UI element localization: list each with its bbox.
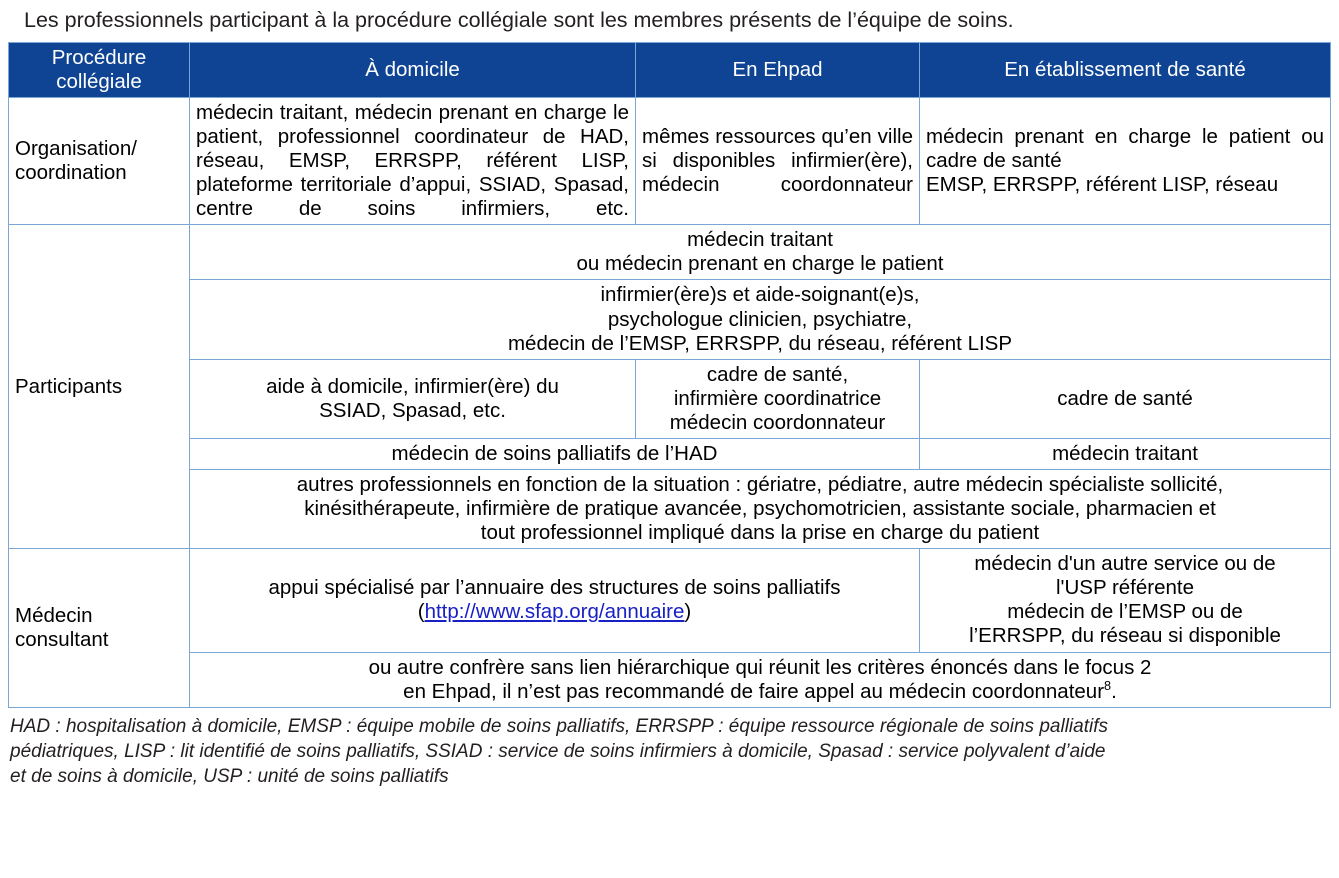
footnote-marker-8: 8 xyxy=(1104,677,1112,693)
cell-participants-equipe-line1: infirmier(ère)s et aide-soignant(e)s, xyxy=(600,283,920,307)
cell-participants-palliatifs-had: médecin de soins palliatifs de l’HAD xyxy=(190,438,920,469)
cell-participants-domicile-line1: aide à domicile, infirmier(ère) du xyxy=(266,374,559,398)
table-row-medecin-consultant-1 xyxy=(9,549,1331,652)
cell-participants-equipe-line2: psychologue clinicien, psychiatre, xyxy=(607,307,913,331)
table-row-organisation xyxy=(9,97,1331,224)
paren-open: ( xyxy=(417,600,425,624)
rowlabel-organisation-coordination xyxy=(9,97,190,224)
rowlabel-participants: Participants xyxy=(9,225,190,549)
cell-participants-domicile xyxy=(190,359,636,438)
cell-participants-etablissement: cadre de santé xyxy=(920,359,1331,438)
header-a-domicile: À domicile xyxy=(190,42,636,97)
intro-paragraph: Les professionnels participant à la procédure collégiale sont les membres présents de l’équipe de soins. xyxy=(24,8,1014,32)
cell-medecin-consultant-etab-line4: l’ERRSPP, du réseau si disponible xyxy=(969,624,1281,648)
table-row-participants-5 xyxy=(9,469,1331,548)
cell-medecin-consultant-confrere-line2 xyxy=(196,677,1324,704)
rowlabel-organisation-line1: Organisation/ xyxy=(15,136,137,160)
cell-medecin-consultant-appui-line1: appui spécialisé par l’annuaire des structures de soins palliatifs xyxy=(268,576,841,600)
cell-participants-autres-line1: autres professionnels en fonction de la situation : gériatre, pédiatre, autre médecin spécialiste sollicité, xyxy=(296,472,1224,496)
confrere-line2-text: en Ehpad, il n’est pas recommandé de faire appel au médecin coordonnateur xyxy=(403,679,1105,703)
table-row-participants-3 xyxy=(9,359,1331,438)
table-header-row xyxy=(9,42,1331,97)
cell-participants-ehpad-line3: médecin coordonnateur xyxy=(669,410,886,434)
cell-medecin-consultant-appui xyxy=(190,549,920,652)
cell-participants-equipe xyxy=(190,280,1331,359)
cell-participants-medecin-traitant-line2: ou médecin prenant en charge le patient xyxy=(576,252,944,276)
cell-participants-autres-line2: kinésithérapeute, infirmière de pratique avancée, psychomotricien, assistante sociale, pharmacien et xyxy=(304,497,1216,521)
cell-participants-medecin-traitant xyxy=(190,225,1331,280)
rowlabel-medecin-consultant-line2: consultant xyxy=(15,627,109,651)
header-procedure-collegiale xyxy=(9,42,190,97)
cell-medecin-consultant-confrere xyxy=(190,652,1331,707)
cell-medecin-consultant-etab-line1: médecin d'un autre service ou de xyxy=(974,552,1276,576)
header-en-ehpad: En Ehpad xyxy=(636,42,920,97)
legend-abbreviations xyxy=(0,708,1339,789)
cell-participants-ehpad-line1: cadre de santé, xyxy=(706,362,849,386)
cell-medecin-consultant-etablissement xyxy=(920,549,1331,652)
cell-participants-ehpad-line2: infirmière coordinatrice xyxy=(673,386,882,410)
table-row-participants-1 xyxy=(9,225,1331,280)
cell-organisation-etablissement xyxy=(920,97,1331,224)
cell-participants-autres xyxy=(190,469,1331,548)
procedure-collegiale-table xyxy=(8,42,1331,708)
cell-medecin-consultant-appui-line2 xyxy=(196,600,913,624)
table-header xyxy=(9,42,1331,97)
header-procedure-line1: Procédure xyxy=(51,45,147,69)
table-body xyxy=(9,97,1331,707)
legend-line2: pédiatriques, LISP : lit identifié de soins palliatifs, SSIAD : service de soins infirmiers à domicile, Spasad : service polyvalent d’aide xyxy=(10,740,1106,762)
legend-line1: HAD : hospitalisation à domicile, EMSP : équipe mobile de soins palliatifs, ERRSPP : équipe ressource régionale de soins palliatifs xyxy=(10,715,1108,737)
cell-organisation-domicile: médecin traitant, médecin prenant en charge le patient, professionnel coordinateur de HAD, réseau, EMSP, ERRSPP, référent LISP, plateforme territoriale d’appui, SSIAD, Spasad, centre de soins infirmiers, etc. xyxy=(190,97,636,224)
cell-participants-medecin-traitant-etab: médecin traitant xyxy=(920,438,1331,469)
cell-organisation-etablissement-line1: médecin prenant en charge le patient ou cadre de santé xyxy=(926,124,1324,173)
header-procedure-line2: collégiale xyxy=(56,69,142,93)
sfap-annuaire-link[interactable]: http://www.sfap.org/annuaire xyxy=(424,600,685,624)
cell-organisation-ehpad: mêmes ressources qu’en ville si disponibles infirmier(ère), médecin coordonnateur xyxy=(636,97,920,224)
cell-organisation-etablissement-line2: EMSP, ERRSPP, référent LISP, réseau xyxy=(926,173,1279,197)
rowlabel-organisation-line2: coordination xyxy=(15,161,127,185)
rowlabel-medecin-consultant-line1: Médecin xyxy=(15,603,93,627)
paren-close: ) xyxy=(684,600,692,624)
rowlabel-medecin-consultant xyxy=(9,549,190,707)
table-row-medecin-consultant-2 xyxy=(9,652,1331,707)
cell-medecin-consultant-etab-line3: médecin de l’EMSP ou de xyxy=(1007,600,1243,624)
cell-participants-medecin-traitant-line1: médecin traitant xyxy=(687,228,833,252)
cell-participants-autres-line3: tout professionnel impliqué dans la prise en charge du patient xyxy=(480,521,1040,545)
cell-participants-domicile-line2: SSIAD, Spasad, etc. xyxy=(319,398,506,422)
cell-participants-ehpad xyxy=(636,359,920,438)
legend-line3: et de soins à domicile, USP : unité de soins palliatifs xyxy=(10,765,449,787)
cell-participants-equipe-line3: médecin de l’EMSP, ERRSPP, du réseau, référent LISP xyxy=(507,331,1013,355)
table-row-participants-2 xyxy=(9,280,1331,359)
cell-medecin-consultant-etab-line2: l'USP référente xyxy=(1056,576,1194,600)
cell-medecin-consultant-confrere-line1: ou autre confrère sans lien hiérarchique qui réunit les critères énoncés dans le focus 2 xyxy=(368,655,1152,679)
table-row-participants-4 xyxy=(9,438,1331,469)
confrere-line2-period: . xyxy=(1111,679,1117,703)
header-en-etablissement-de-sante: En établissement de santé xyxy=(920,42,1331,97)
